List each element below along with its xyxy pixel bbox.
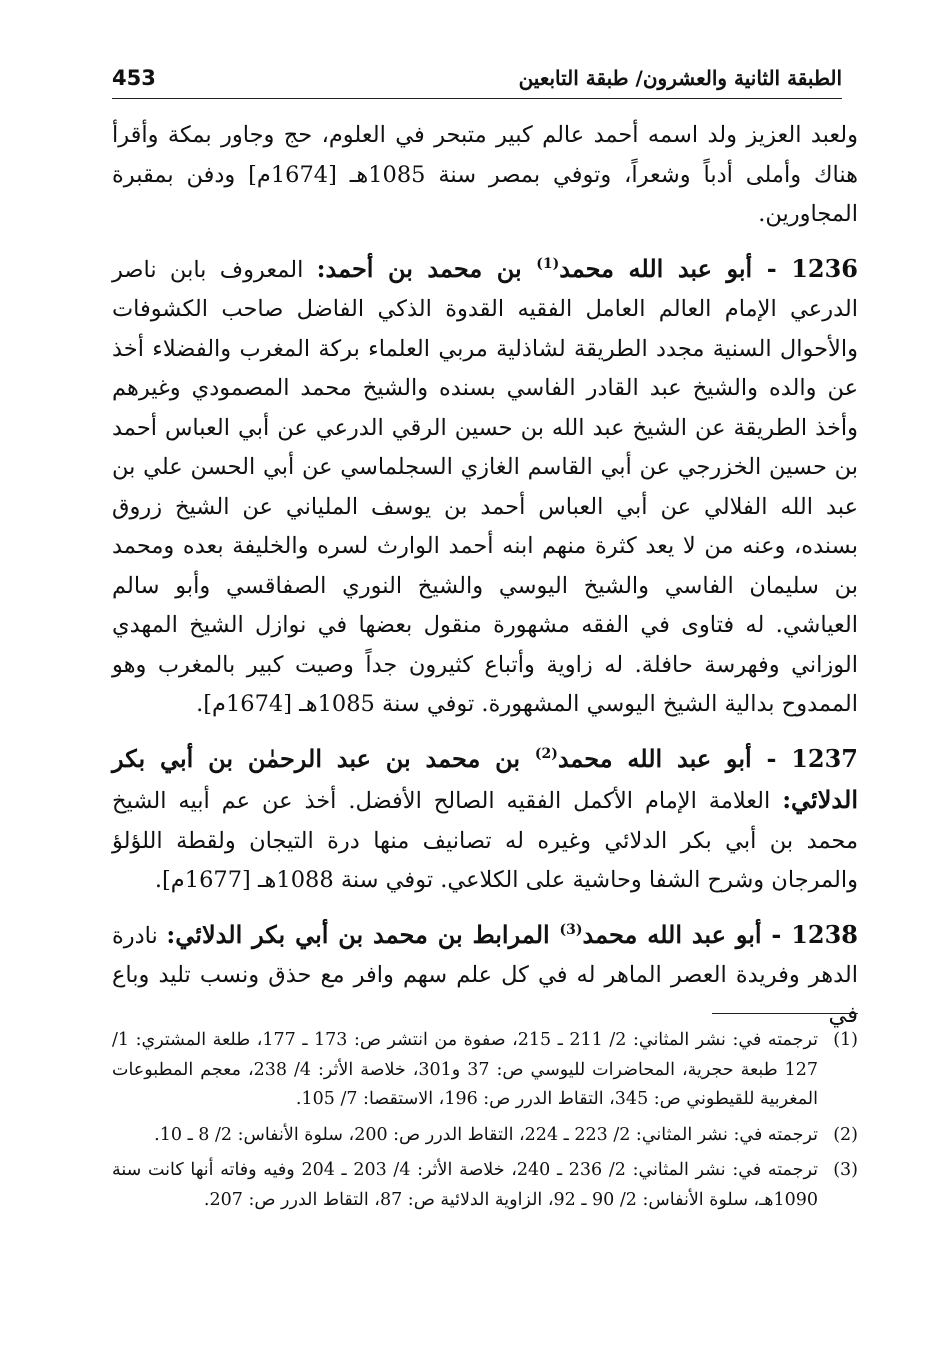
- page-number: 453: [112, 66, 156, 90]
- entry-heading: [317, 254, 858, 283]
- footnote-ref: (1): [536, 255, 560, 272]
- running-title: الطبقة الثانية والعشرون/ طبقة التابعين: [518, 66, 842, 90]
- entry-heading-lineage: بن محمد بن عبد الرحمٰن بن أبي بكر الدلائي:: [112, 743, 858, 814]
- header-rule: [112, 98, 842, 99]
- intro-paragraph: ولعبد العزيز ولد اسمه أحمد عالم كبير متبحر في العلوم، حج وجاور بمكة وأقرأ هناك وأملى أدباً وشعراً، وتوفي بمصر سنة 1085هـ [1674م] ودفن بمقبرة المجاورين.: [112, 122, 859, 227]
- footnote-number: (3): [833, 1160, 858, 1180]
- main-text: [112, 116, 858, 1035]
- entry-text: العلامة الإمام الأكمل الفقيه الصالح الأفضل. أخذ عن عم أبيه الشيخ محمد بن أبي بكر الدلائي وغيره له تصانيف منها درة التيجان ولقطة اللؤلؤ والمرجان وشرح الشفا وحاشية على الكلاعي. توفي سنة 1088هـ [1677م].: [112, 788, 858, 893]
- footnote-ref: (3): [559, 921, 583, 938]
- footnote-2: [112, 1121, 858, 1151]
- biography-entry-1236: [112, 249, 858, 725]
- footnote-1: [112, 1026, 858, 1115]
- footnote-text: ترجمته في: نشر المثاني: 2/ 211 ـ 215، صفوة من انتشر ص: 173 ـ 177، طلعة المشتري: 1/ 127 طبعة حجرية، المحاضرات لليوسي ص: 37 و301، خلاصة الأثر: 4/ 238، معجم المطبوعات المغربية للقيطوني ص: 345، التقاط الدرر ص: 196، الاستقصا: 7/ 105.: [112, 1030, 819, 1109]
- footnote-number: (2): [833, 1124, 858, 1145]
- footnote-3: [112, 1156, 858, 1215]
- entry-heading-name: 1236 - أبو عبد الله محمد: [559, 253, 858, 283]
- entry-heading: [166, 920, 858, 949]
- footnote-number: (1): [833, 1030, 858, 1050]
- footnotes: [112, 1026, 858, 1221]
- footnote-text: ترجمته في: نشر المثاني: 2/ 236 ـ 240، خلاصة الأثر: 4/ 203 ـ 204 وفيه وفاته أنها كانت سنة 1090هـ، سلوة الأنفاس: 2/ 90 ـ 92، الزاوية الدلائية ص: 87، التقاط الدرر ص: 207.: [112, 1160, 818, 1210]
- footnote-ref: (2): [534, 745, 558, 762]
- entry-heading-lineage: المرابط بن محمد بن أبي بكر الدلائي:: [166, 919, 560, 949]
- entry-text: المعروف بابن ناصر الدرعي الإمام العالم العامل الفقيه القدوة الذكي الفاضل صاحب الكشوفات والأحوال السنية مجدد الطريقة لشاذلية مربي العلماء بركة المغرب والفضلاء أخذ عن والده والشيخ عبد القادر الفاسي بسنده والشيخ محمد المصمودي وغيرهم وأخذ الطريقة عن الشيخ عبد الله بن حسين الرقي الدرعي عن أبي العباس أحمد بن حسين الخزرجي عن أبي القاسم الغازي السجلماسي عن أبي الحسن علي بن عبد الله الفلالي عن أبي العباس أحمد بن يوسف الملياني عن الشيخ زروق بسنده، وعنه من لا يعد كثرة منهم ابنه أحمد الوارث لسره والخليفة بعده ومحمد بن سليمان الفاسي والشيخ اليوسي والشيخ النوري الصفاقسي وأبو سالم العياشي. له فتاوى في الفقه مشهورة منقول بعضها في نوازل الشيخ المهدي الوزاني وفهرسة حافلة. له زاوية وأتباع كثيرون جداً وصيت كبير بالمغرب وهو الممدوح بدالية الشيخ اليوسي المشهورة. توفي سنة 1085هـ [1674م].: [112, 256, 858, 717]
- entry-heading-name: 1238 - أبو عبد الله محمد: [582, 919, 858, 949]
- entry-heading-lineage: بن محمد بن أحمد:: [316, 253, 537, 283]
- entry-heading-name: 1237 - أبو عبد الله محمد: [557, 743, 858, 773]
- entry-text: نادرة الدهر وفريدة العصر الماهر له في كل علم سهم وافر مع حذق ونسب تليد وباع في: [112, 922, 858, 1028]
- footnote-text: ترجمته في: نشر المثاني: 2/ 223 ـ 224، التقاط الدرر ص: 200، سلوة الأنفاس: 2/ 8 ـ 10.: [154, 1124, 818, 1145]
- footnote-rule: [712, 1013, 858, 1014]
- biography-entry-1237: [112, 739, 858, 901]
- biography-entry-1238: [112, 915, 858, 1036]
- page-header: [112, 62, 842, 94]
